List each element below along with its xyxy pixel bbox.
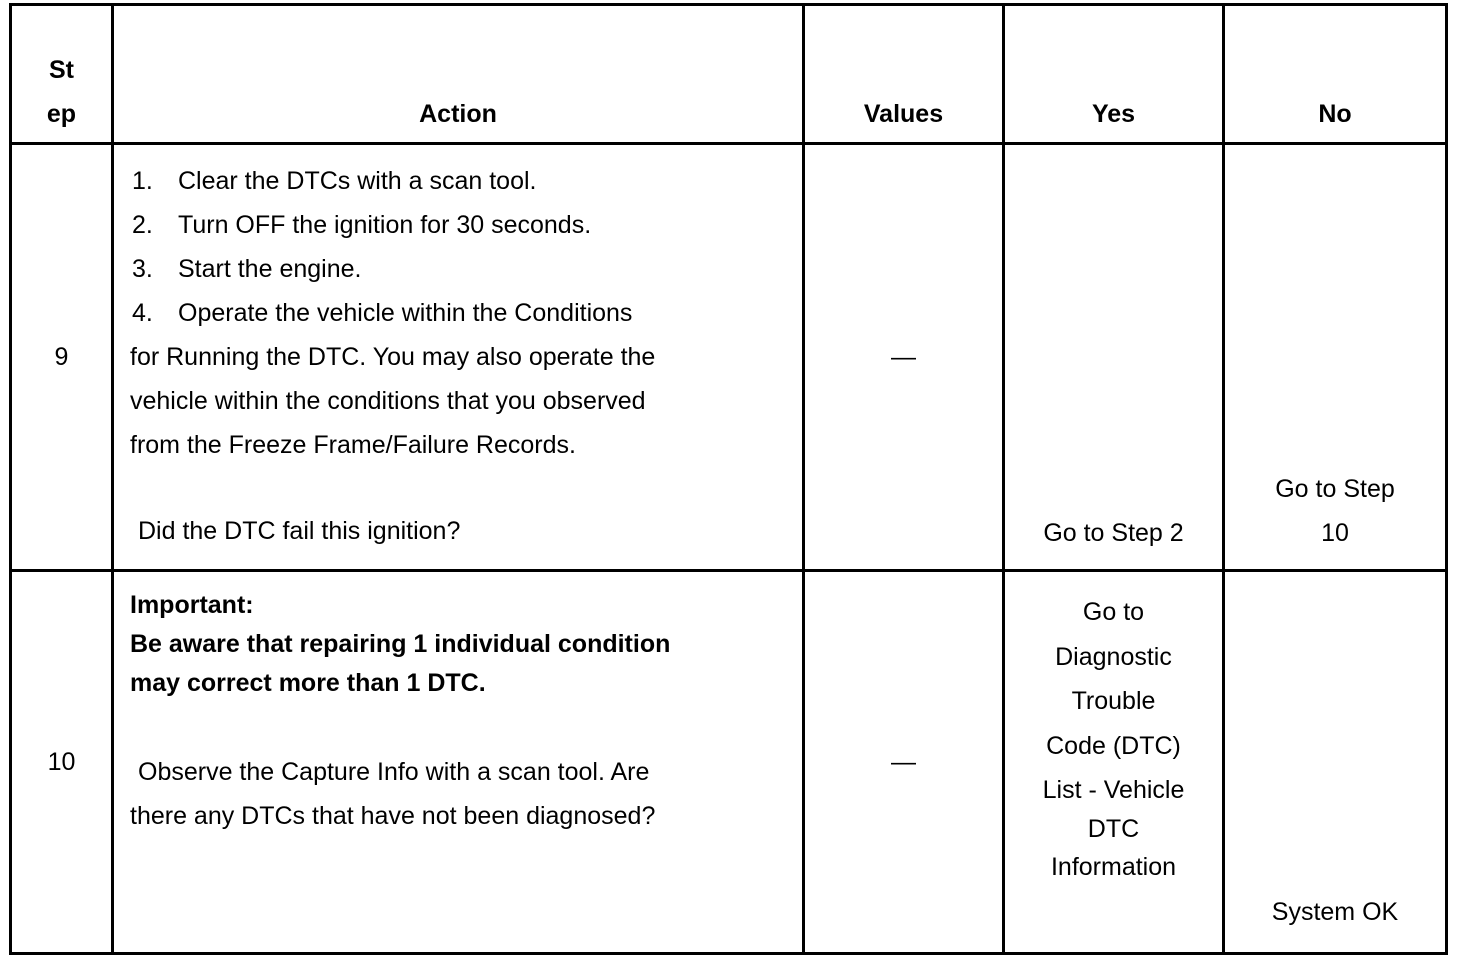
step-number: 10 xyxy=(11,571,113,954)
table-row-step-9 xyxy=(11,144,1447,571)
action-steps-list xyxy=(130,159,792,335)
list-item: 1. Clear the DTCs with a scan tool. xyxy=(132,167,537,195)
no-cell xyxy=(1224,571,1447,954)
header-no: No xyxy=(1224,5,1447,144)
yes-result: Go to Step 2 xyxy=(1043,519,1184,547)
action-continuation: for Running the DTC. You may also operate the vehicle within the conditions that you observed from the Freeze Frame/Failure Records. xyxy=(130,343,656,459)
values-cell: — xyxy=(804,144,1004,571)
yes-cell xyxy=(1004,144,1224,571)
header-step-line2: ep xyxy=(46,100,77,128)
header-step xyxy=(11,5,113,144)
diagnostic-table xyxy=(9,3,1448,955)
no-cell xyxy=(1224,144,1447,571)
step-number: 9 xyxy=(11,144,113,571)
no-result: System OK xyxy=(1271,898,1399,926)
list-item: 3. Start the engine. xyxy=(132,255,362,283)
action-question: Did the DTC fail this ignition? xyxy=(138,517,461,545)
action-cell xyxy=(113,144,804,571)
header-action: Action xyxy=(113,5,804,144)
table-header-row xyxy=(11,5,1447,144)
no-result: Go to Step 10 xyxy=(1275,475,1395,547)
yes-cell xyxy=(1004,571,1224,954)
action-question: Observe the Capture Info with a scan tool. Are there any DTCs that have not been diagnosed? xyxy=(130,758,656,830)
list-item: 4. Operate the vehicle within the Conditions xyxy=(132,299,633,327)
important-note: Important: Be aware that repairing 1 individual condition may correct more than 1 DTC. xyxy=(130,591,671,697)
header-values: Values xyxy=(804,5,1004,144)
values-cell: — xyxy=(804,571,1004,954)
header-yes: Yes xyxy=(1004,5,1224,144)
table-row-step-10 xyxy=(11,571,1447,954)
list-item: 2. Turn OFF the ignition for 30 seconds. xyxy=(132,211,592,239)
action-cell xyxy=(113,571,804,954)
header-step-line1: St xyxy=(49,56,74,84)
yes-result: Go to Diagnostic Trouble Code (DTC) List - Vehicle DTC Information xyxy=(1042,598,1185,881)
